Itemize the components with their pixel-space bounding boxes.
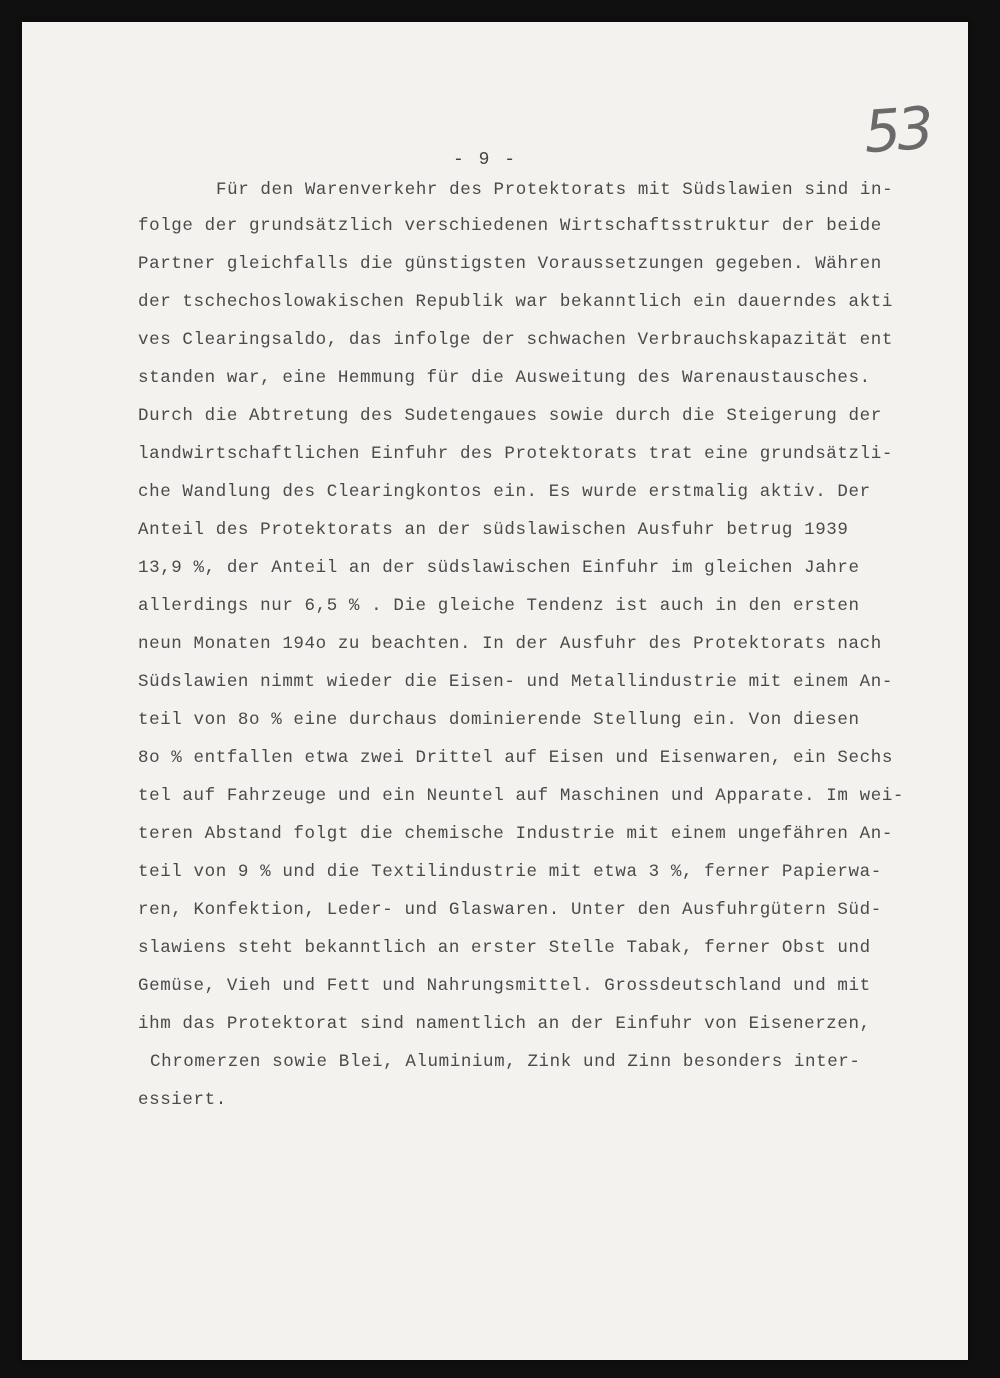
text-line: Für den Warenverkehr des Protektorats mit Südslawien sind in- [216, 180, 894, 200]
document-page [22, 22, 968, 1360]
text-line: teren Abstand folgt die chemische Industrie mit einem ungefähren An- [138, 824, 893, 844]
text-line: der tschechoslowakischen Republik war bekanntlich ein dauerndes akti [138, 292, 893, 312]
text-line: Anteil des Protektorats an der südslawischen Ausfuhr betrug 1939 [138, 520, 849, 540]
handwritten-archive-number: 53 [861, 93, 933, 167]
text-line: allerdings nur 6,5 % . Die gleiche Tendenz ist auch in den ersten [138, 596, 860, 616]
text-line: teil von 9 % und die Textilindustrie mit etwa 3 %, ferner Papierwa- [138, 862, 882, 882]
text-line: ren, Konfektion, Leder- und Glaswaren. Unter den Ausfuhrgütern Süd- [138, 900, 882, 920]
text-line: Partner gleichfalls die günstigsten Voraussetzungen gegeben. Währen [138, 254, 882, 274]
text-line: tel auf Fahrzeuge und ein Neuntel auf Maschinen und Apparate. Im wei- [138, 786, 905, 806]
body-text [22, 22, 968, 1360]
text-line: folge der grundsätzlich verschiedenen Wirtschaftsstruktur der beide [138, 216, 882, 236]
text-line: Gemüse, Vieh und Fett und Nahrungsmittel. Grossdeutschland und mit [138, 976, 871, 996]
text-line: landwirtschaftlichen Einfuhr des Protektorats trat eine grundsätzli- [138, 444, 893, 464]
text-line: teil von 8o % eine durchaus dominierende Stellung ein. Von diesen [138, 710, 860, 730]
text-line: 8o % entfallen etwa zwei Drittel auf Eisen und Eisenwaren, ein Sechs [138, 748, 893, 768]
text-line: ihm das Protektorat sind namentlich an der Einfuhr von Eisenerzen, [138, 1014, 871, 1034]
text-line: ves Clearingsaldo, das infolge der schwachen Verbrauchskapazität ent [138, 330, 893, 350]
text-line: essiert. [138, 1090, 227, 1110]
text-line: slawiens steht bekanntlich an erster Stelle Tabak, ferner Obst und [138, 938, 871, 958]
text-line: standen war, eine Hemmung für die Ausweitung des Warenaustausches. [138, 368, 871, 388]
text-line: Südslawien nimmt wieder die Eisen- und Metallindustrie mit einem An- [138, 672, 893, 692]
text-line: Chromerzen sowie Blei, Aluminium, Zink und Zinn besonders inter- [150, 1052, 861, 1072]
text-line: 13,9 %, der Anteil an der südslawischen Einfuhr im gleichen Jahre [138, 558, 860, 578]
text-line: neun Monaten 194o zu beachten. In der Ausfuhr des Protektorats nach [138, 634, 882, 654]
text-line: che Wandlung des Clearingkontos ein. Es wurde erstmalig aktiv. Der [138, 482, 871, 502]
text-line: Durch die Abtretung des Sudetengaues sowie durch die Steigerung der [138, 406, 882, 426]
page-number: - 9 - [452, 150, 517, 170]
